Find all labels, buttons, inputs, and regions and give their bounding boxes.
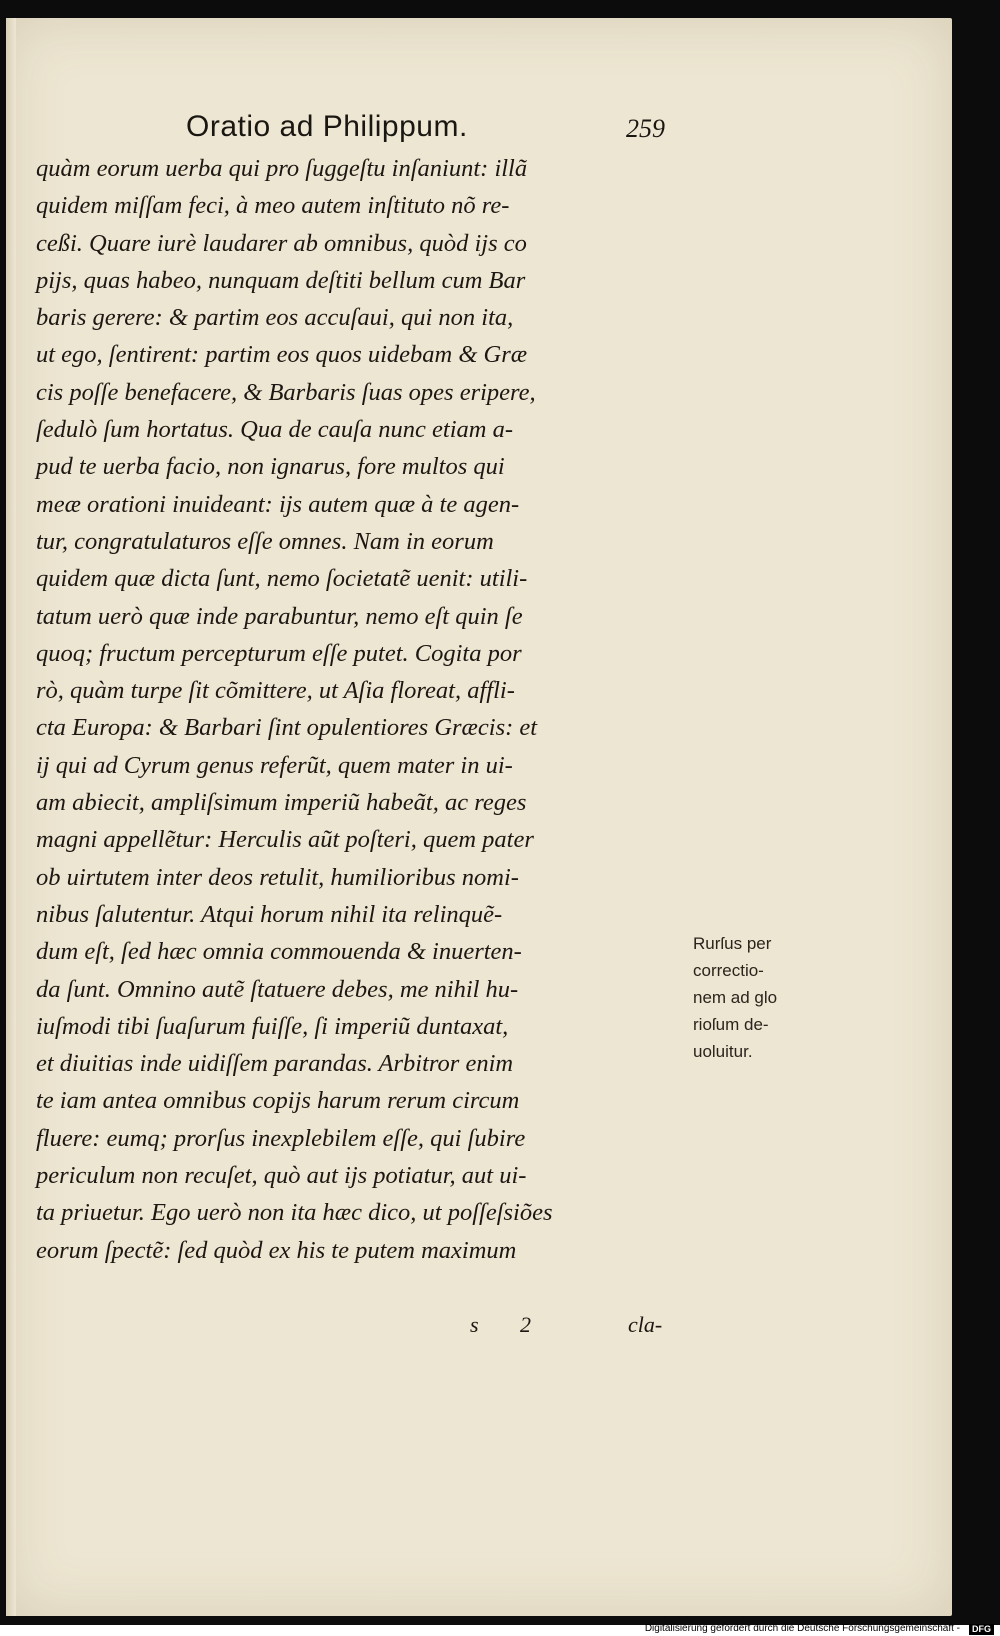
text-line: cta Europa: & Barbari ſint opulentiores Græcis: et	[36, 714, 538, 742]
text-line: fluere: eumq; prorſus inexplebilem eſſe, qui ſubire	[36, 1124, 526, 1152]
text-line: et diuitias inde uidiſſem parandas. Arbitror enim	[36, 1050, 514, 1078]
text-line: ta priuetur. Ego uerò non ita hæc dico, ut poſſeſsiões	[36, 1199, 553, 1227]
text-line: quidem miſſam feci, à meo autem inſtituto nõ re-	[36, 192, 510, 220]
text-line: quoq; fructum percepturum eſſe putet. Cogita por	[36, 639, 522, 667]
text-line: quidem quæ dicta ſunt, nemo ſocietatẽ uenit: utili-	[36, 565, 528, 593]
text-line: ob uirtutem inter deos retulit, humilioribus nomi-	[36, 863, 519, 891]
margin-note-line: rioſum de-	[693, 1015, 769, 1034]
text-line: meæ orationi inuideant: ijs autem quæ à te agen-	[36, 490, 520, 518]
text-line: ceßi. Quare iurè laudarer ab omnibus, quòd ijs co	[36, 229, 527, 257]
page-header	[186, 110, 686, 150]
margin-note-line: uoluitur.	[693, 1042, 753, 1061]
digitization-footer	[0, 1625, 1000, 1636]
footer-credit-text: Digitalisierung gefördert durch die Deutsche Forschungsgemeinschaft -	[644, 1623, 960, 1634]
running-title: Oratio ad Philippum.	[186, 110, 468, 143]
margin-note-line: correctio-	[693, 961, 764, 980]
margin-note	[693, 930, 823, 1065]
text-line: nibus ſalutentur. Atqui horum nihil ita relinquẽ-	[36, 900, 503, 928]
text-line: pud te uerba facio, non ignarus, fore multos qui	[36, 453, 505, 481]
text-line: eorum ſpectẽ: ſed quòd ex his te putem maximum	[36, 1236, 517, 1264]
signature-mark: s	[470, 1312, 479, 1337]
text-line: ij qui ad Cyrum genus referũt, quem mater in ui-	[36, 751, 513, 779]
text-line: quàm eorum uerba qui pro ſuggeſtu inſaniunt: illã	[36, 155, 528, 182]
text-line: am abiecit, ampliſsimum imperiũ habeãt, ac reges	[36, 789, 527, 817]
page-number: 259	[626, 114, 665, 143]
text-line: te iam antea omnibus copijs harum rerum circum	[36, 1087, 520, 1115]
text-line: ut ego, ſentirent: partim eos quos uidebam & Græ	[36, 341, 528, 369]
text-line: baris gerere: & partim eos accuſaui, qui non ita,	[36, 304, 514, 332]
text-line: pijs, quas habeo, nunquam deſtiti bellum cum Bar	[36, 266, 526, 294]
page-gutter-shadow	[6, 18, 16, 1616]
text-line: magni appellẽtur: Herculis aũt poſteri, quem pater	[36, 826, 534, 854]
text-line: periculum non recuſet, quò aut ijs potiatur, aut ui-	[36, 1162, 527, 1190]
signature-number: 2	[520, 1312, 531, 1337]
text-line: ſedulò ſum hortatus. Qua de cauſa nunc etiam a-	[36, 416, 514, 444]
margin-note-line: nem ad glo	[693, 988, 778, 1007]
text-line: da ſunt. Omnino autẽ ſtatuere debes, me nihil hu-	[36, 975, 519, 1003]
text-line: dum eſt, ſed hæc omnia commouenda & inuerten-	[36, 938, 522, 966]
dfg-logo: DFG	[969, 1624, 994, 1635]
catchword: cla-	[628, 1312, 663, 1337]
text-line: rò, quàm turpe ſit cõmittere, ut Aſia floreat, affli-	[36, 677, 515, 705]
body-text	[36, 150, 686, 1269]
text-line: tatum uerò quæ inde parabuntur, nemo eſt quin ſe	[36, 602, 523, 630]
text-line: cis poſſe benefacere, & Barbaris ſuas opes eripere,	[36, 378, 536, 406]
margin-note-line: Rurſus per	[693, 934, 772, 953]
text-line: iuſmodi tibi ſuaſurum fuiſſe, ſi imperiũ duntaxat,	[36, 1012, 509, 1040]
signature-line	[470, 1312, 690, 1348]
text-line: tur, congratulaturos eſſe omnes. Nam in eorum	[36, 527, 494, 555]
